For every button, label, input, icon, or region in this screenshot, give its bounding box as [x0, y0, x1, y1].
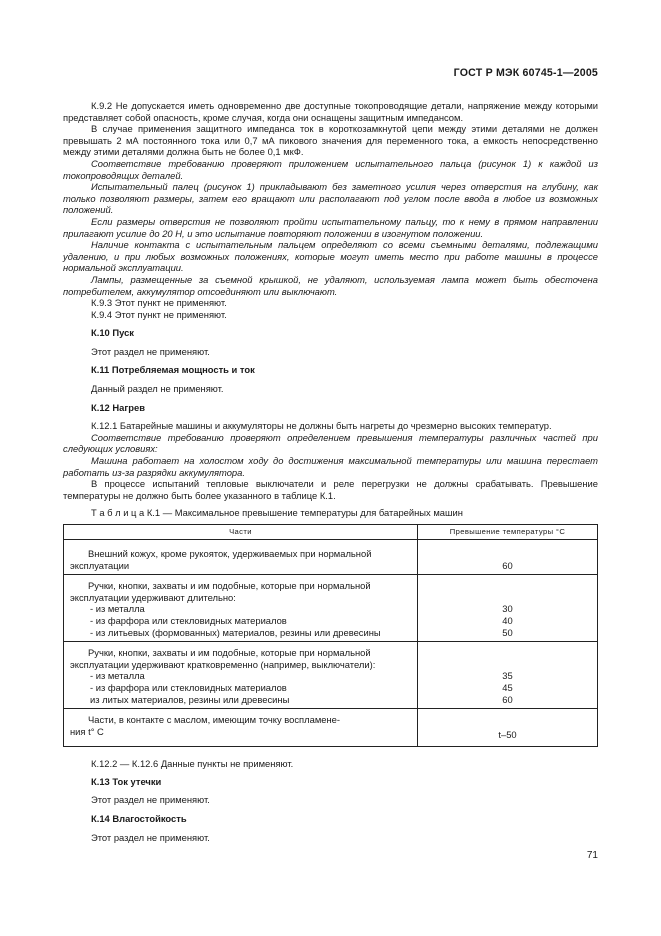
paragraph-k9-2: К.9.2 Не допускается иметь одновременно две доступные токопроводящие детали, напряжение между которыми представляет собой опасность, кроме случая, когда они оснащены защитным импедансом.: [63, 100, 598, 123]
table-row: [64, 540, 598, 575]
cell-text: - из металла: [90, 603, 145, 615]
paragraph: Если размеры отверстия не позволяют пройти испытательному пальцу, то к нему в прямом направлении прилагают усилие до 20 Н, и это испытание повторяют положении в изогнутом положении.: [63, 215, 598, 239]
section-heading-k14: К.14 Влагостойкость: [91, 812, 187, 824]
cell-text: из литых материалов, резины или древесины: [90, 693, 290, 705]
section-heading-k11: К.11 Потребляемая мощность и ток: [91, 364, 255, 376]
cell-text: - из металла: [90, 670, 145, 682]
table-header-row: [64, 525, 598, 540]
cell-text: эксплуатации удерживают длительно:: [70, 591, 236, 603]
column-header-parts: Части: [64, 525, 418, 540]
paragraph: Соответствие требованию проверяют приложением испытательного пальца (рисунок 1) к каждой из токопроводящих деталей.: [63, 157, 598, 181]
cell-value: 40: [502, 614, 513, 626]
cell-value: 30: [502, 603, 513, 615]
paragraph: Этот раздел не применяют.: [91, 831, 210, 843]
temperature-table: [63, 524, 598, 747]
cell-value: 50: [502, 626, 513, 638]
table-caption: Т а б л и ц а К.1 — Максимальное превышение температуры для батарейных машин: [91, 507, 463, 519]
document-body: [63, 100, 598, 843]
cell-text: - из литьевых (формованных) материалов, резины или древесины: [90, 626, 381, 638]
section-heading-k10: К.10 Пуск: [91, 327, 134, 339]
cell-text: - из фарфора или стекловидных материалов: [90, 614, 287, 626]
paragraph: Данный раздел не применяют.: [91, 383, 224, 395]
cell-text: эксплуатации: [70, 559, 130, 571]
paragraph: В процессе испытаний тепловые выключатели и реле перегрузки не должны срабатывать. Превышение температуры не должно быть более указанного в таблице К.1.: [63, 478, 598, 501]
section-heading-k12: К.12 Нагрев: [91, 401, 145, 413]
cell-value: 45: [502, 681, 513, 693]
table-row: [64, 709, 598, 747]
paragraph-k9-4: К.9.4 Этот пункт не применяют.: [91, 308, 227, 320]
paragraph: Испытательный палец (рисунок 1) прикладывают без заметного усилия через отверстия на глубину, как только позволяют размеры, затем его вращают или располагают под углом после ввода в любое из возможных положений.: [63, 181, 598, 216]
cell-value: 35: [502, 670, 513, 682]
cell-text: - из фарфора или стекловидных материалов: [90, 681, 287, 693]
paragraph: Этот раздел не применяют.: [91, 794, 210, 806]
cell-value: t–50: [498, 728, 517, 740]
paragraph-k12-2: К.12.2 — К.12.6 Данные пункты не применяют.: [91, 758, 294, 770]
paragraph: Этот раздел не применяют.: [91, 345, 210, 357]
cell-text: ния t° С: [70, 725, 104, 737]
paragraph: Лампы, размещенные за съемной крышкой, не удаляют, используемая лампа может быть обесточена потребителем, аккумулятор отсоединяют или выключают.: [63, 273, 598, 297]
table-row: [64, 575, 598, 642]
paragraph: Наличие контакта с испытательным пальцем определяют со всеми съемными деталями, подлежащими удалению, и при любых возможных положениях, которые могут иметь место при работе машины в процессе нормальной эксплуатации.: [63, 239, 598, 274]
table-row: [64, 642, 598, 709]
paragraph-k9-3: К.9.3 Этот пункт не применяют.: [91, 297, 227, 309]
document-header: ГОСТ Р МЭК 60745-1—2005: [453, 67, 598, 79]
cell-text: Ручки, кнопки, захваты и им подобные, которые при нормальной: [88, 580, 371, 592]
cell-value: 60: [502, 693, 513, 705]
cell-text: Внешний кожух, кроме рукояток, удерживаемых при нормальной: [88, 548, 372, 559]
cell-text: Ручки, кнопки, захваты и им подобные, которые при нормальной: [88, 647, 371, 659]
paragraph: Соответствие требованию проверяют определением превышения температуры различных частей при следующих условиях:: [63, 431, 598, 455]
paragraph: Машина работает на холостом ходу до достижения максимальной температуры или машина перестает работать из-за разрядки аккумулятора.: [63, 455, 598, 478]
cell-text: Части, в контакте с маслом, имеющим точку воспламене-: [88, 714, 340, 726]
cell-text: эксплуатации удерживают кратковременно (например, выключатели):: [70, 658, 376, 670]
paragraph-k12-1: К.12.1 Батарейные машины и аккумуляторы не должны быть нагреты до чрезмерно высоких температур.: [91, 420, 552, 432]
cell-value: 60: [502, 559, 513, 571]
page-number: 71: [586, 850, 598, 861]
column-header-temperature: Превышение температуры °С: [418, 525, 598, 540]
section-heading-k13: К.13 Ток утечки: [91, 775, 162, 787]
paragraph: В случае применения защитного импеданса ток в короткозамкнутой цепи между этими деталями не должен превышать 2 мА постоянного тока или 0,7 мА пикового значения для переменного тока, а емкость непосредственно между этими деталями должна быть не более 0,1 мкФ.: [63, 123, 598, 158]
